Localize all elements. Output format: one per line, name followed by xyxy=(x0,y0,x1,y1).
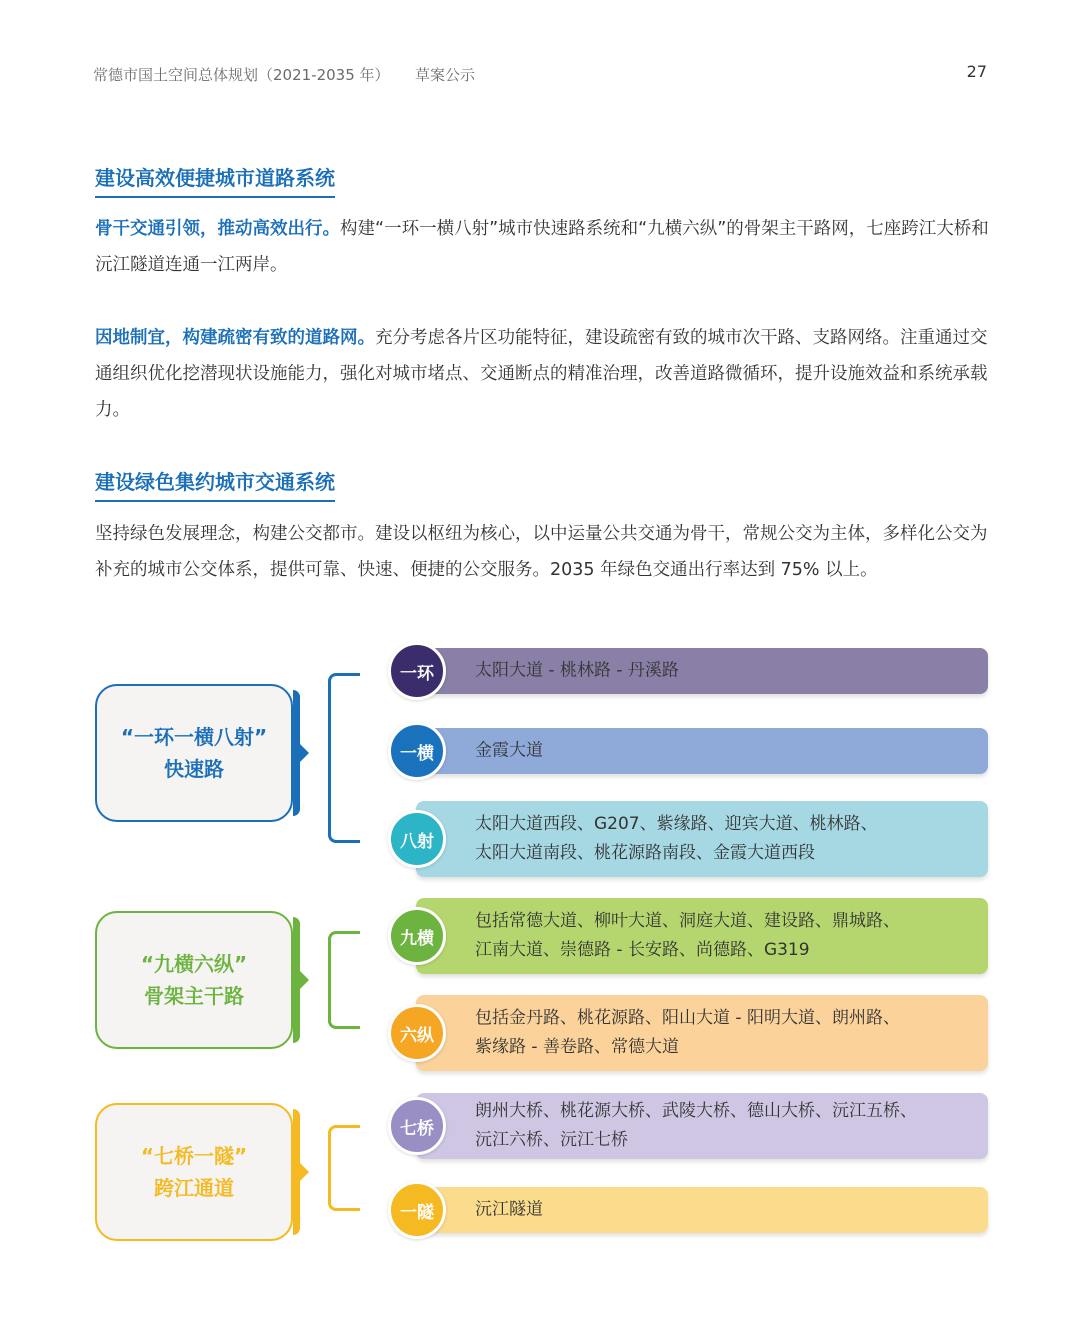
route-description xyxy=(475,737,968,766)
paragraph-body: 充分考虑各片区功能特征，建设疏密有致的城市次干路、支路网络。注重通过交通组织优化挖潜现状设施能力，强化对城市堵点、交通断点的精准治理，改善道路微循环，提升设施效益和系统承载力。 xyxy=(95,328,988,420)
category-box-expressway xyxy=(95,684,293,822)
route-item xyxy=(388,1093,988,1159)
group-bracket xyxy=(328,1125,360,1211)
route-description xyxy=(475,810,968,868)
route-badge: 八射 xyxy=(388,810,446,868)
pointer-arrow-icon xyxy=(298,1161,309,1183)
route-description xyxy=(475,907,968,965)
category-title-line2: 骨架主干路 xyxy=(144,984,244,1008)
route-item xyxy=(388,898,988,974)
section-heading-roads: 建设高效便捷城市道路系统 xyxy=(95,164,335,198)
route-description-line: 太阳大道南段、桃花源路南段、金霞大道西段 xyxy=(475,843,815,863)
category-title-line2: 快速路 xyxy=(164,757,224,781)
category-box-arterial xyxy=(95,911,293,1049)
route-badge: 七桥 xyxy=(388,1097,446,1155)
route-description-line: 江南大道、崇德路 - 长安路、尚德路、G319 xyxy=(475,940,810,960)
category-title-line1: “一环一横八射” xyxy=(120,725,268,749)
route-badge: 六纵 xyxy=(388,1004,446,1062)
route-description-line: 紫缘路 - 善卷路、常德大道 xyxy=(475,1037,679,1057)
route-description xyxy=(475,1004,968,1062)
category-title-line1: “七桥一隧” xyxy=(140,1144,248,1168)
paragraph-lead: 因地制宜，构建疏密有致的道路网。 xyxy=(95,328,375,348)
pointer-arrow-icon xyxy=(298,969,309,991)
paragraph-public-transport: 坚持绿色发展理念，构建公交都市。建设以枢纽为核心，以中运量公共交通为骨干，常规公交为主体，多样化公交为补充的城市公交体系，提供可靠、快速、便捷的公交服务。2035 年绿色交通出行率达到 75% 以上。 xyxy=(95,524,988,580)
section-heading-green-transport: 建设绿色集约城市交通系统 xyxy=(95,468,335,502)
route-description-line: 太阳大道西段、G207、紫缘路、迎宾大道、桃林路、 xyxy=(475,814,878,834)
category-box-river-crossing xyxy=(95,1103,293,1241)
document-title: 常德市国土空间总体规划（2021-2035 年） xyxy=(93,66,390,84)
route-description-line: 沅江隧道 xyxy=(475,1199,543,1220)
route-description-line: 朗州大桥、桃花源大桥、武陵大桥、德山大桥、沅江五桥、 xyxy=(475,1101,917,1121)
document-status: 草案公示 xyxy=(415,66,476,84)
route-description-line: 包括金丹路、桃花源路、阳山大道 - 阳明大道、朗州路、 xyxy=(475,1008,900,1028)
group-bracket xyxy=(328,931,360,1029)
route-badge: 一隧 xyxy=(388,1181,446,1239)
route-description xyxy=(475,1097,968,1155)
group-bracket xyxy=(328,673,360,843)
paragraph-lead: 骨干交通引领，推动高效出行。 xyxy=(95,219,340,239)
paragraph-road-network xyxy=(95,320,990,428)
pointer-arrow-icon xyxy=(298,742,309,764)
category-title-line2: 跨江通道 xyxy=(154,1176,234,1200)
route-description-line: 沅江六桥、沅江七桥 xyxy=(475,1130,628,1150)
category-title-line1: “九横六纵” xyxy=(140,952,248,976)
route-item xyxy=(388,995,988,1071)
route-description-line: 包括常德大道、柳叶大道、洞庭大道、建设路、鼎城路、 xyxy=(475,911,900,931)
paragraph-body: 构建“一环一横八射”城市快速路系统和“九横六纵”的骨架主干路网，七座跨江大桥和沅江隧道连通一江两岸。 xyxy=(95,219,989,275)
route-badge: 一横 xyxy=(388,722,446,780)
route-description-line: 太阳大道 - 桃林路 - 丹溪路 xyxy=(475,660,679,681)
route-item xyxy=(388,801,988,877)
route-description xyxy=(475,1196,968,1225)
route-item xyxy=(388,648,988,694)
paragraph-backbone xyxy=(95,211,990,283)
route-item xyxy=(388,1187,988,1233)
route-badge: 九横 xyxy=(388,907,446,965)
route-item xyxy=(388,728,988,774)
route-description xyxy=(475,657,968,686)
route-badge: 一环 xyxy=(388,642,446,700)
route-description-line: 金霞大道 xyxy=(475,740,543,761)
page-number: 27 xyxy=(966,62,987,81)
page-header xyxy=(93,62,987,86)
